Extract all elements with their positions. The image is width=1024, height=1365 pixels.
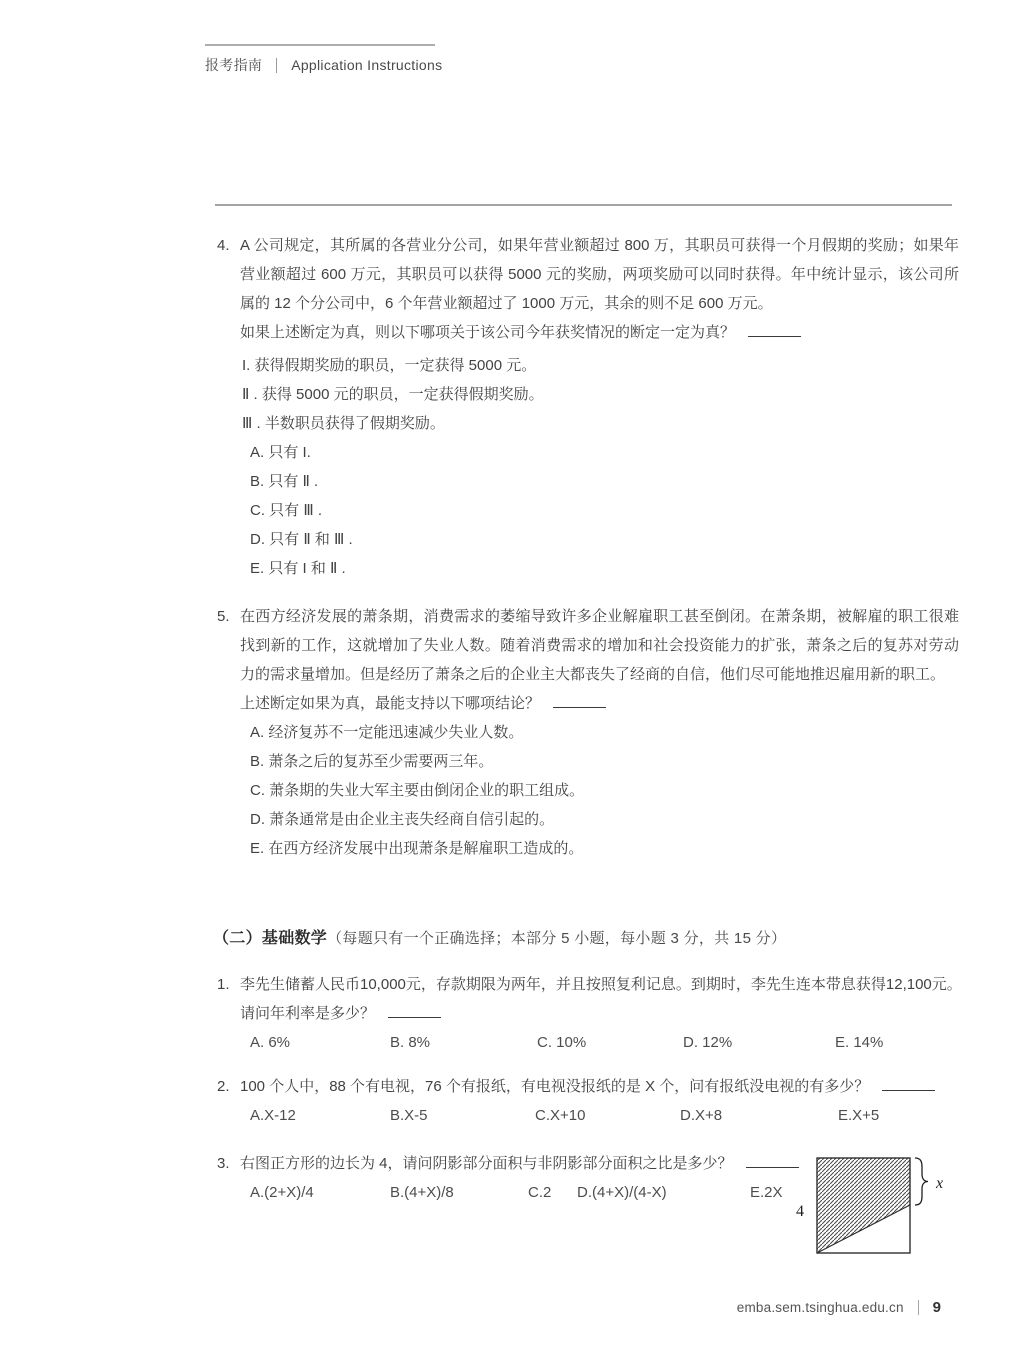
option-e: E. 只有 I 和 Ⅱ . [250, 560, 346, 577]
header-title-zh: 报考指南 [205, 57, 263, 73]
prompt-text: 上述断定如果为真，最能支持以下哪项结论？ [240, 695, 541, 712]
answer-blank [388, 1005, 441, 1018]
option-c: C.2 [528, 1184, 552, 1201]
option-a: A. 6% [250, 1034, 291, 1051]
question-body: 李先生储蓄人民币10,000元，存款期限为两年，并且按照复利记息。到期时，李先生连本带息获得12,100元。 [240, 976, 962, 993]
question-prompt [240, 689, 975, 718]
question-5 [215, 602, 975, 863]
square-shaded-figure [790, 1148, 955, 1263]
option-c: C. 只有 Ⅲ . [250, 502, 323, 519]
question-body [240, 1072, 975, 1101]
answer-blank [553, 695, 606, 708]
section-divider-rule [215, 204, 952, 206]
header-rule [205, 44, 435, 46]
header-title-en: Application Instructions [291, 57, 443, 73]
answer-blank [882, 1078, 935, 1091]
answer-blank [748, 324, 801, 337]
question-prompt [240, 318, 975, 347]
option-d: D.X+8 [680, 1107, 723, 1124]
option-d: D.(4+X)/(4-X) [577, 1184, 667, 1201]
footer-divider [918, 1300, 919, 1315]
option-d: D. 只有 Ⅱ 和 Ⅲ . [250, 531, 353, 548]
option-c: C. 10% [537, 1034, 587, 1051]
option-b: B. 只有 Ⅱ . [250, 473, 319, 490]
prompt-text: 如果上述断定为真，则以下哪项关于该公司今年获奖情况的断定一定为真？ [240, 324, 736, 341]
option-e: E. 14% [835, 1034, 884, 1051]
option-b: B. 萧条之后的复苏至少需要两三年。 [250, 753, 494, 770]
option-c: C.X+10 [535, 1107, 586, 1124]
page-footer [0, 1299, 941, 1316]
body-text: 100 个人中，88 个有电视，76 个有报纸，有电视没报纸的是 X 个，问有报纸没电视的有多少？ [240, 1078, 870, 1095]
statement-2: Ⅱ . 获得 5000 元的职员，一定获得假期奖励。 [242, 386, 544, 403]
option-a: A.(2+X)/4 [250, 1184, 314, 1201]
option-d: D. 12% [683, 1034, 733, 1051]
question-body: 在西方经济发展的萧条期，消费需求的萎缩导致许多企业解雇职工甚至倒闭。在萧条期，被解雇的职工很难找到新的工作，这就增加了失业人数。随着消费需求的增加和社会投资能力的扩张，萧条之后的复苏对劳动力的需求量增加。但是经历了萧条之后的企业主大都丧失了经商的自信，他们尽可能地推迟雇用新的职工。 [240, 608, 959, 683]
body-text: 右图正方形的边长为 4，请问阴影部分面积与非阴影部分面积之比是多少？ [240, 1155, 733, 1172]
section-title-bold: （二）基础数学 [213, 930, 328, 947]
question-number: 5. [217, 608, 230, 625]
question-body: A 公司规定，其所属的各营业分公司，如果年营业额超过 800 万，其职员可获得一个月假期的奖励；如果年营业额超过 600 万元，其职员可以获得 5000 元的奖励，两项奖励可以同时获得。年中统计显示，该公司所属的 12 个分公司中，6 个年营业额超过了 1000 万元，其余的则不足 600 万元。 [240, 237, 959, 312]
page-header [205, 44, 442, 75]
statement-1: I. 获得假期奖励的职员，一定获得 5000 元。 [242, 357, 537, 374]
option-b: B. 8% [390, 1034, 431, 1051]
footer-url: emba.sem.tsinghua.edu.cn [736, 1300, 904, 1315]
option-e: E.X+5 [838, 1107, 880, 1124]
statement-3: Ⅲ . 半数职员获得了假期奖励。 [242, 415, 445, 432]
option-b: B.X-5 [390, 1107, 428, 1124]
option-row [240, 1028, 975, 1057]
option-row [240, 1101, 975, 1130]
math-question-1 [215, 970, 975, 1057]
section-title-rest: （每题只有一个正确选择；本部分 5 小题，每小题 3 分，共 15 分） [327, 930, 787, 947]
shaded-region [817, 1158, 910, 1253]
math-question-2 [215, 1072, 975, 1130]
question-prompt [240, 999, 975, 1028]
option-d: D. 萧条通常是由企业主丧失经商自信引起的。 [250, 811, 555, 828]
option-list [240, 438, 975, 583]
question-number: 4. [217, 237, 230, 254]
option-a: A. 只有 I. [250, 444, 311, 461]
question-number: 2. [217, 1078, 230, 1095]
brace-icon [915, 1158, 928, 1205]
option-e: E. 在西方经济发展中出现萧条是解雇职工造成的。 [250, 840, 584, 857]
section-title [213, 925, 786, 948]
side-length-label: 4 [796, 1203, 804, 1220]
page-number: 9 [932, 1299, 941, 1316]
option-e: E.2X [750, 1184, 783, 1201]
question-number: 1. [217, 976, 230, 993]
option-list [240, 718, 975, 863]
option-b: B.(4+X)/8 [390, 1184, 454, 1201]
option-c: C. 萧条期的失业大军主要由倒闭企业的职工组成。 [250, 782, 585, 799]
prompt-text: 请问年利率是多少？ [240, 1005, 376, 1022]
option-a: A. 经济复苏不一定能迅速减少失业人数。 [250, 724, 524, 741]
question-number: 3. [217, 1155, 230, 1172]
option-a: A.X-12 [250, 1107, 296, 1124]
statement-list [240, 351, 975, 438]
header-divider [276, 58, 277, 73]
x-length-label: x [936, 1175, 944, 1192]
question-4 [215, 231, 975, 583]
